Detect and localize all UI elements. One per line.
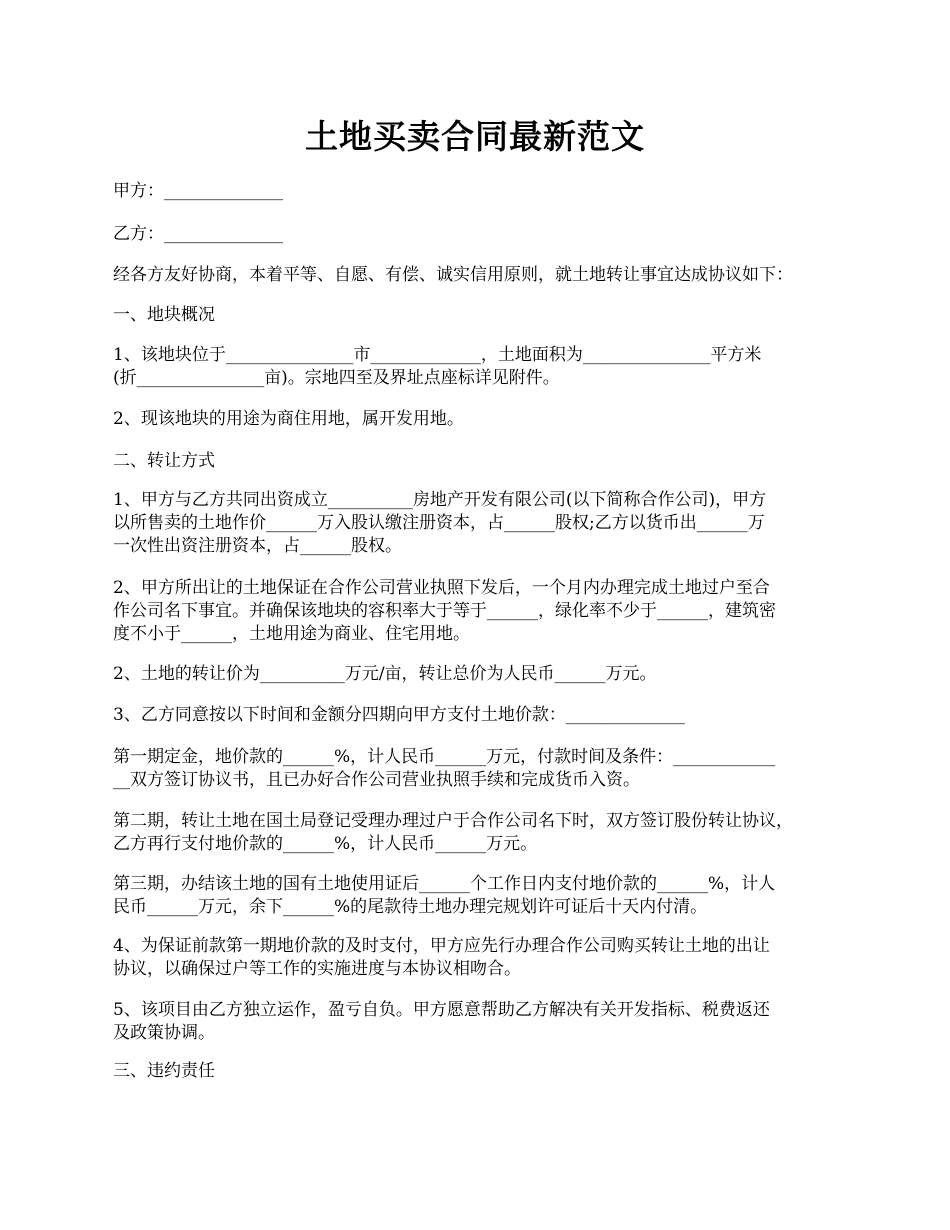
document-title: 土地买卖合同最新范文: [305, 117, 645, 156]
clause-paragraph: 1、甲方与乙方共同出资成立__________房地产开发有限公司(以下简称合作公司)，甲方 以所售卖的土地作价______万入股认缴注册资本，占______股权;乙方以货币出______万 一次性出资注册资本，占______股权。: [113, 490, 767, 556]
section-heading: 一、地块概况: [113, 305, 215, 325]
preamble-paragraph: 经各方友好协商，本着平等、自愿、有偿、诚实信用原则，就土地转让事宜达成协议如下：: [113, 265, 793, 285]
party-a-line: 甲方：______________: [113, 181, 283, 201]
section-heading: 二、转让方式: [113, 451, 215, 471]
payment-phase-paragraph: 第二期，转让土地在国土局登记受理办理过户于合作公司名下时，双方签订股份转让协议， 乙方再行支付地价款的______%，计人民币______万元。: [113, 811, 793, 854]
clause-paragraph: 4、为保证前款第一期地价款的及时支付，甲方应先行办理合作公司购买转让土地的出让 协议，以确保过户等工作的实施进度与本协议相吻合。: [113, 936, 770, 979]
clause-paragraph: 2、现该地块的用途为商住用地，属开发用地。: [113, 409, 464, 429]
party-b-line: 乙方：______________: [113, 224, 283, 244]
clause-paragraph: 2、甲方所出让的土地保证在合作公司营业执照下发后，一个月内办理完成土地过户至合 作公司名下事宜。并确保该地块的容积率大于等于______，绿化率不少于______，建筑密 度不小于______，土地用途为商业、住宅用地。: [113, 578, 776, 644]
clause-paragraph: 2、土地的转让价为__________万元/亩，转让总价为人民币______万元。: [113, 664, 657, 684]
payment-phase-paragraph: 第一期定金，地价款的______%，计人民币______万元，付款时间及条件：____________ __双方签订协议书，且已办好合作公司营业执照手续和完成货币入资。: [113, 747, 776, 790]
section-heading: 三、违约责任: [113, 1061, 215, 1081]
clause-paragraph: 3、乙方同意按以下时间和金额分四期向甲方支付土地价款：______________: [113, 705, 685, 725]
clause-paragraph: 1、该地块位于_______________市_____________，土地面积为_______________平方米 (折_______________亩)。宗地四至及界址点座标详见附件。: [113, 345, 762, 388]
payment-phase-paragraph: 第三期，办结该土地的国有土地使用证后______个工作日内支付地价款的______%，计人 民币______万元，余下______%的尾款待土地办理完规划许可证后十天内付清。: [113, 874, 776, 917]
clause-paragraph: 5、该项目由乙方独立运作，盈亏自负。甲方愿意帮助乙方解决有关开发指标、税费返还 及政策协调。: [113, 1000, 770, 1043]
